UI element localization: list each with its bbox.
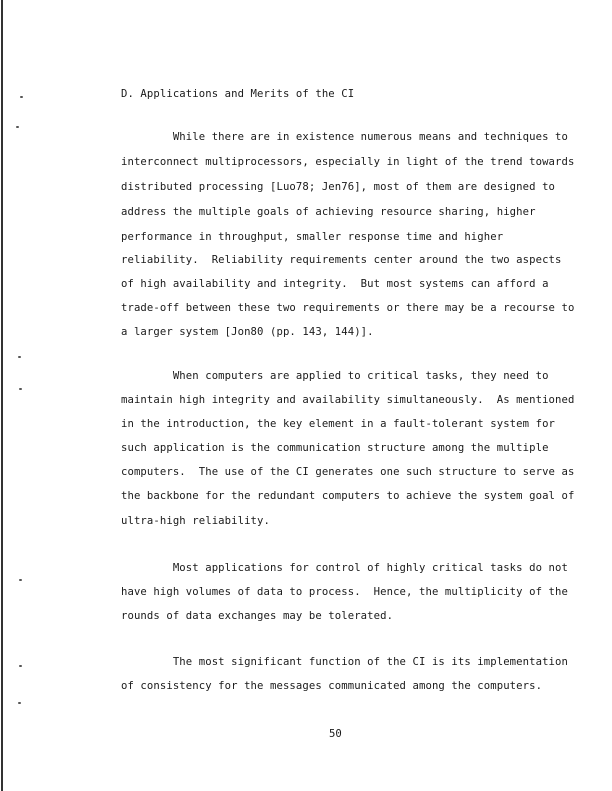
text-line: in the introduction, the key element in a fault-tolerant system for xyxy=(121,418,556,430)
text-line: rounds of data exchanges may be tolerated. xyxy=(121,610,394,622)
text-line: The most significant function of the CI is its implementation xyxy=(121,656,568,668)
scan-speck xyxy=(16,126,19,128)
text-line: Most applications for control of highly critical tasks do not xyxy=(121,562,568,574)
text-line: computers. The use of the CI generates one such structure to serve as xyxy=(121,466,575,478)
scan-speck xyxy=(19,579,22,581)
text-line: of high availability and integrity. But most systems can afford a xyxy=(121,278,549,290)
text-line: address the multiple goals of achieving resource sharing, higher xyxy=(121,206,536,218)
text-line: ultra-high reliability. xyxy=(121,515,270,527)
scan-speck xyxy=(19,388,22,390)
text-line: trade-off between these two requirements or there may be a recourse to xyxy=(121,302,575,314)
page-number: 50 xyxy=(329,728,342,740)
section-heading: D. Applications and Merits of the CI xyxy=(121,88,355,100)
text-line: performance in throughput, smaller response time and higher xyxy=(121,231,504,243)
text-line: interconnect multiprocessors, especially in light of the trend towards xyxy=(121,156,575,168)
text-line: the backbone for the redundant computers to achieve the system goal of xyxy=(121,490,575,502)
text-line: distributed processing [Luo78; Jen76], most of them are designed to xyxy=(121,181,556,193)
text-line: When computers are applied to critical tasks, they need to xyxy=(121,370,549,382)
scan-speck xyxy=(19,665,22,667)
text-line: a larger system [Jon80 (pp. 143, 144)]. xyxy=(121,326,374,338)
text-line: of consistency for the messages communicated among the computers. xyxy=(121,680,543,692)
text-line: have high volumes of data to process. Hence, the multiplicity of the xyxy=(121,586,568,598)
scan-speck xyxy=(20,96,23,98)
text-line: reliability. Reliability requirements center around the two aspects xyxy=(121,254,562,266)
text-line: maintain high integrity and availability simultaneously. As mentioned xyxy=(121,394,575,406)
scan-edge-line xyxy=(1,0,3,791)
text-line: such application is the communication structure among the multiple xyxy=(121,442,549,454)
scan-speck xyxy=(18,356,21,358)
text-line: While there are in existence numerous means and techniques to xyxy=(121,131,568,143)
scan-speck xyxy=(18,702,21,704)
